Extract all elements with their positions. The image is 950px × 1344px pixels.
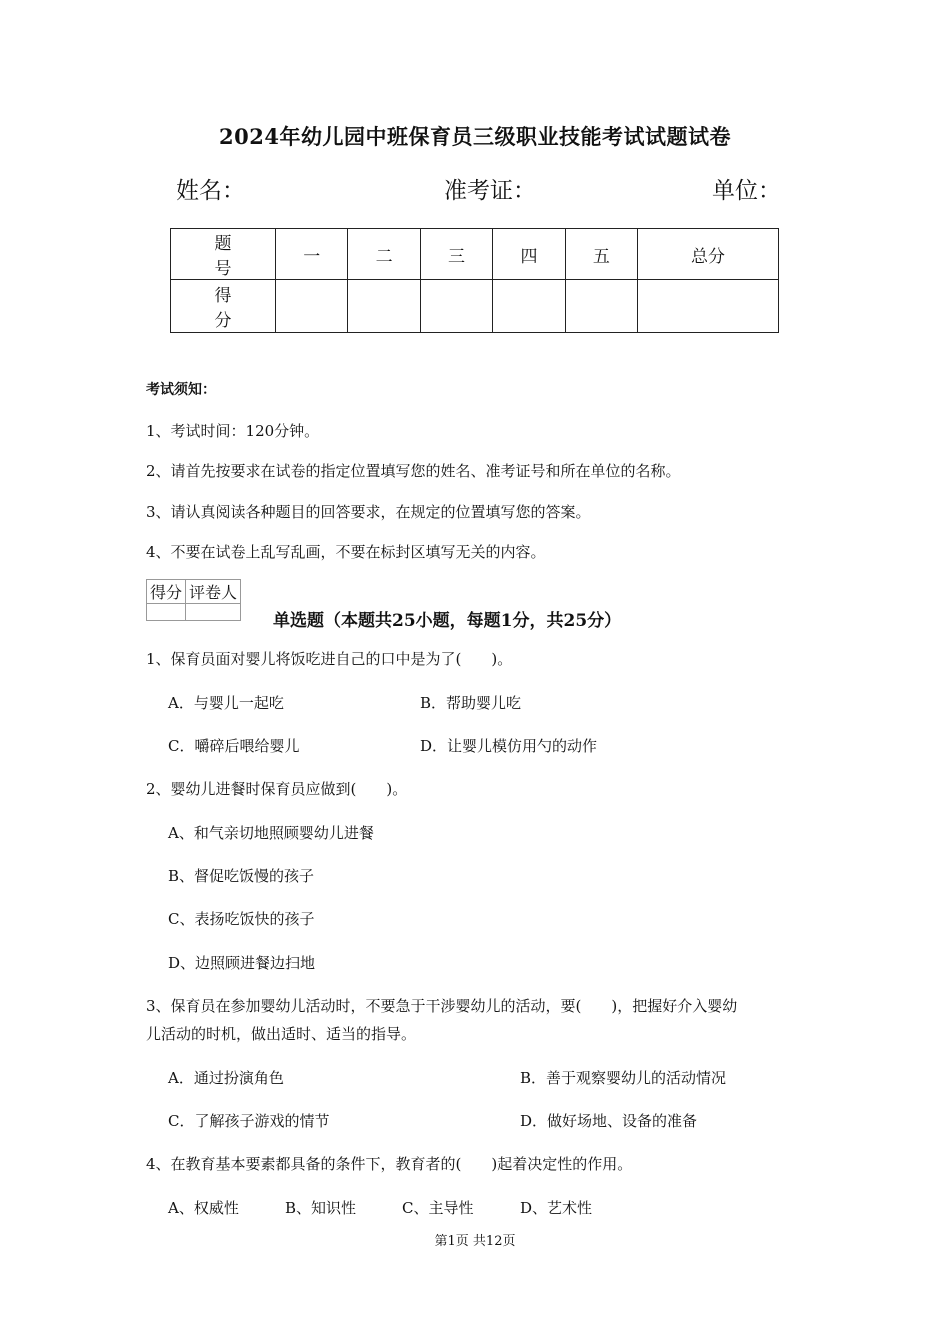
question-option: A．通过扮演角色: [168, 1069, 284, 1087]
question-option: D、艺术性: [520, 1199, 593, 1217]
question-stem: 4、在教育基本要素都具备的条件下，教育者的( )起着决定性的作用。: [146, 1155, 633, 1173]
grader-box: [146, 579, 241, 621]
notice-item: 3、请认真阅读各种题目的回答要求，在规定的位置填写您的答案。: [146, 503, 591, 521]
grader-score-label: 得分: [147, 580, 186, 604]
question-number-header: 题 号: [171, 229, 276, 280]
score-cell: [420, 280, 492, 333]
question-option: C．嚼碎后喂给婴儿: [168, 737, 300, 755]
score-table-score-row: [171, 280, 779, 333]
question-stem: 3、保育员在参加婴幼儿活动时，不要急于干涉婴幼儿的活动，要( )，把握好介入婴幼: [146, 997, 738, 1015]
grader-score-cell: [147, 604, 186, 621]
question-option: A、权威性: [168, 1199, 239, 1217]
question-option: B、督促吃饭慢的孩子: [168, 867, 315, 885]
unit-field-label: 单位：: [712, 178, 781, 204]
grader-reviewer-label: 评卷人: [186, 580, 241, 604]
page-footer: 第1页 共12页: [434, 1234, 516, 1249]
score-cell: [276, 280, 348, 333]
page-title: 2024年幼儿园中班保育员三级职业技能考试试题试卷: [219, 124, 731, 149]
question-option: D．让婴儿模仿用勺的动作: [420, 737, 598, 755]
name-field-label: 姓名：: [176, 178, 245, 204]
question-stem-continued: 儿活动的时机，做出适时、适当的指导。: [146, 1025, 417, 1043]
question-option: D、边照顾进餐边扫地: [168, 954, 316, 972]
score-row-label: 得 分: [171, 280, 276, 333]
section-3-header: 三: [420, 229, 492, 280]
question-option: B、知识性: [285, 1199, 357, 1217]
question-option: B．帮助婴儿吃: [420, 694, 522, 712]
question-stem: 1、保育员面对婴儿将饭吃进自己的口中是为了( )。: [146, 650, 513, 668]
section-4-header: 四: [493, 229, 565, 280]
question-option: C．了解孩子游戏的情节: [168, 1112, 330, 1130]
score-cell: [348, 280, 420, 333]
question-option: A、和气亲切地照顾婴幼儿进餐: [168, 824, 374, 842]
total-header: 总分: [638, 229, 779, 280]
section-1-header: 一: [276, 229, 348, 280]
section-title: 单选题（本题共25小题，每题1分，共25分）: [273, 611, 622, 631]
question-option: B．善于观察婴幼儿的活动情况: [520, 1069, 727, 1087]
question-option: D．做好场地、设备的准备: [520, 1112, 698, 1130]
total-score-cell: [638, 280, 779, 333]
notice-title: 考试须知：: [146, 382, 216, 398]
score-table: [170, 228, 779, 333]
question-option: C、表扬吃饭快的孩子: [168, 910, 315, 928]
question-option: A．与婴儿一起吃: [168, 694, 284, 712]
notice-item: 1、考试时间：120分钟。: [146, 422, 320, 440]
question-stem: 2、婴幼儿进餐时保育员应做到( )。: [146, 780, 408, 798]
section-2-header: 二: [348, 229, 420, 280]
section-5-header: 五: [565, 229, 637, 280]
question-option: C、主导性: [402, 1199, 474, 1217]
grader-reviewer-cell: [186, 604, 241, 621]
score-cell: [565, 280, 637, 333]
exam-id-field-label: 准考证：: [444, 178, 536, 204]
notice-item: 4、不要在试卷上乱写乱画，不要在标封区填写无关的内容。: [146, 543, 546, 561]
notice-item: 2、请首先按要求在试卷的指定位置填写您的姓名、准考证号和所在单位的名称。: [146, 462, 681, 480]
score-table-header-row: [171, 229, 779, 280]
score-cell: [493, 280, 565, 333]
